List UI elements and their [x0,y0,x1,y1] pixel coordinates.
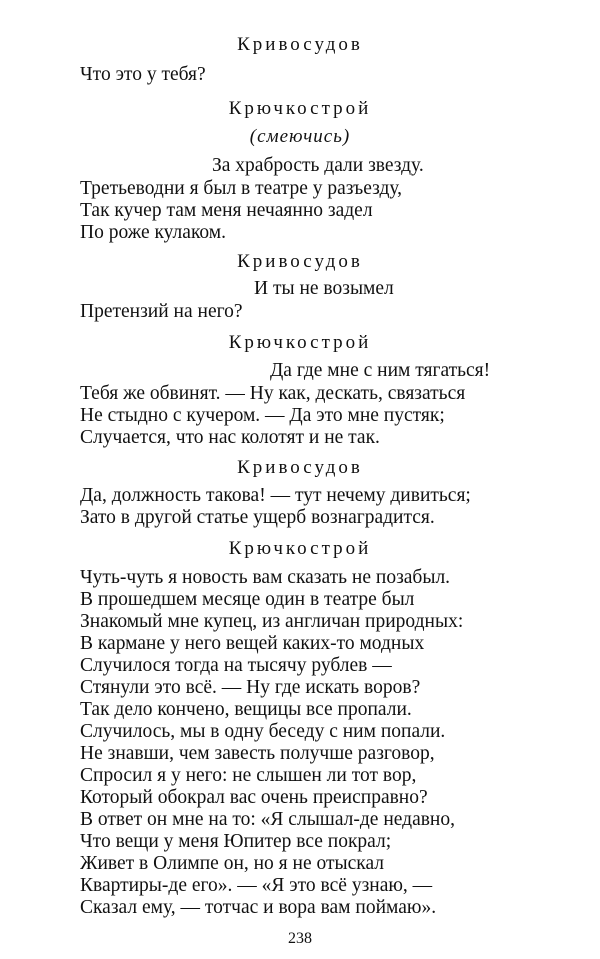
verse-line: По роже кулаком. [80,222,227,243]
verse-line: Чуть-чуть я новость вам сказать не позабыл. [80,567,451,588]
stage-direction: (смеючись) [249,126,351,147]
speaker-heading-krivosudov: Кривосудов [237,251,363,272]
verse-line: Случается, что нас колотят и не так. [80,427,380,448]
verse-line: Квартиры-де его». — «Я это всё узнаю, — [80,875,433,896]
verse-line: Что это у тебя? [80,64,206,85]
verse-line: Так кучер там меня нечаянно задел [80,200,373,221]
verse-line: Что вещи у меня Юпитер все покрал; [80,831,392,852]
verse-line: Стянули это всё. — Ну где искать воров? [80,677,421,698]
verse-line: За храбрость дали звезду. [212,155,424,176]
speaker-heading-krivosudov: Кривосудов [237,34,363,55]
verse-line: В прошедшем месяце один в театре был [80,589,415,610]
verse-line: Живет в Олимпе он, но я не отыскал [80,853,385,874]
verse-line: Претензий на него? [80,301,243,322]
verse-line: Сказал ему, — тотчас и вора вам поймаю». [80,897,437,918]
verse-line: Так дело кончено, вещицы все пропали. [80,699,412,720]
verse-line: Который обокрал вас очень преисправно? [80,787,428,808]
verse-line: Знакомый мне купец, из англичан природных: [80,611,464,632]
verse-line: Случилося тогда на тысячу рублев — [80,655,392,676]
verse-line: Да, должность такова! — тут нечему дивиться; [80,485,471,506]
verse-line: И ты не возымел [254,278,394,299]
verse-line: В кармане у него вещей каких-то модных [80,633,425,654]
verse-line: Да где мне с ним тягаться! [270,360,491,381]
verse-line: Зато в другой статье ущерб вознаградится. [80,507,435,528]
verse-line: Случилось, мы в одну беседу с ним попали. [80,721,446,742]
verse-line: Не знавши, чем завесть получше разговор, [80,743,435,764]
speaker-heading-kryuchkostroy: Крючкострой [228,538,372,559]
speaker-heading-krivosudov: Кривосудов [237,457,363,478]
speaker-heading-kryuchkostroy: Крючкострой [228,98,372,119]
page-number: 238 [288,930,312,947]
verse-line: В ответ он мне на то: «Я слышал-де недавно, [80,809,455,830]
verse-line: Тебя же обвинят. — Ну как, дескать, связаться [80,383,466,404]
verse-line: Не стыдно с кучером. — Да это мне пустяк; [80,405,445,426]
verse-line: Третьеводни я был в театре у разъезду, [80,178,403,199]
verse-line: Спросил я у него: не слышен ли тот вор, [80,765,417,786]
speaker-heading-kryuchkostroy: Крючкострой [228,332,372,353]
